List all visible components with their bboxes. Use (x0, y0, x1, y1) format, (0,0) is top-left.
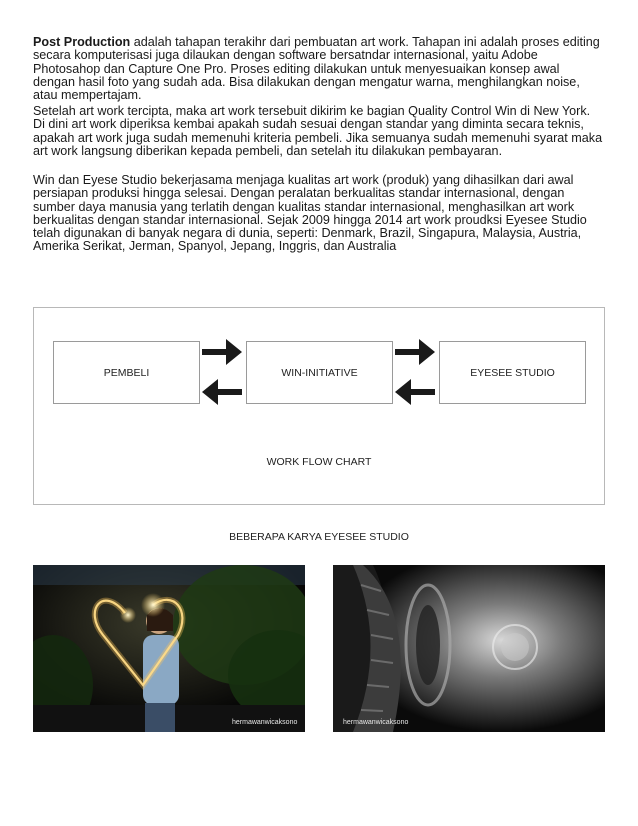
flow-node-label: WIN-INITIATIVE (281, 366, 358, 379)
arrow-left-icon (395, 379, 435, 405)
photo-watermark: hermawanwicaksono (232, 719, 298, 726)
partnership-paragraph: Win dan Eyese Studio bekerjasama menjaga kualitas art work (produk) yang dihasilkan dari awal persiapan produksi hingga selesai. Dengan peralatan berkualitas standar internasional, dengan sumber daya manusia yang terlatih dengan kualitas standar internasional, menghasilkan art work berkualitas dengan standar internasional. Sejak 2009 hingga 2014 art work proudksi Eyesee Studio telah digunakan di banyak negara di dunia, seperti: Denmark, Brazil, Singapura, Malaysia, Austria, Amerika Serikat, Jerman, Spanyol, Jepang, Inggris, dan Australia (33, 173, 587, 254)
flow-node-win-initiative (246, 341, 393, 404)
flow-chart-caption: WORK FLOW CHART (266, 456, 372, 468)
flow-node-label: EYESEE STUDIO (470, 366, 555, 379)
photo-light-painting-heart (33, 565, 305, 732)
photo-tire-smoke (333, 565, 605, 732)
work-flow-chart (33, 307, 605, 505)
arrow-right-icon (202, 339, 242, 365)
flow-node-label: PEMBELI (103, 366, 150, 379)
light-painting-image (33, 565, 305, 732)
post-production-paragraph (33, 36, 603, 102)
post-production-lead: Post Production (33, 35, 131, 49)
post-production-text: adalah tahapan terakihr dari pembuatan art work. Tahapan ini adalah proses editing secara komputerisasi juga dilaukan dengan software bersatndar internasional, yaitu Adobe Photosahop dan Capture One Pro. Proses editing dilakukan untuk menyesuaikan konsep awal dengan hasil foto yang sudah ada. Bisa dilakukan dengan mengatur warna, menghilangkan noise, atau mempertajam. (33, 35, 600, 103)
flow-node-pembeli (53, 341, 200, 404)
flow-node-eyesee-studio (439, 341, 586, 404)
tire-smoke-image (333, 565, 605, 732)
arrow-left-icon (202, 379, 242, 405)
gallery-title: BEBERAPA KARYA EYESEE STUDIO (229, 531, 409, 543)
quality-control-paragraph: Setelah art work tercipta, maka art work tersebuit dikirim ke bagian Quality Control Win di New York. Di dini art work diperiksa kembai apakah sudah sesuai dengan standar yang diminta secara teknis, apakah art work juga sudah memenuhi kriteria pembeli. Jika semuanya sudah memenuhi syarat maka art work langsung diberikan kepada pembeli, dan setelah itu dilakukan pembayaran. (33, 104, 603, 158)
arrow-right-icon (395, 339, 435, 365)
photo-watermark: hermawanwicaksono (343, 719, 409, 726)
